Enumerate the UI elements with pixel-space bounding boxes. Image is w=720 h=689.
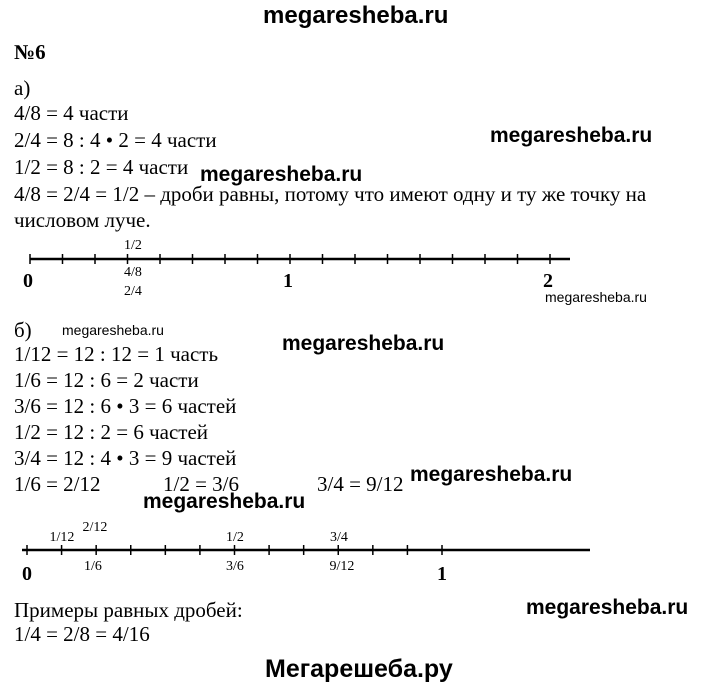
number-line-b-label-3-6: 3/6 — [226, 559, 244, 574]
number-line-b-label-1-6: 1/6 — [84, 559, 102, 574]
part-b-line: 3/6 = 12 : 6 • 3 = 6 частей — [14, 394, 237, 418]
part-a-line: 1/2 = 8 : 2 = 4 части — [14, 155, 189, 179]
part-a-label: а) — [14, 76, 31, 100]
part-b-line: 1/2 = 12 : 2 = 6 частей — [14, 420, 209, 444]
number-line-b-label-2-12: 2/12 — [82, 520, 108, 535]
site-watermark: megaresheba.ru — [282, 332, 445, 355]
part-b-line: 1/6 = 12 : 6 = 2 части — [14, 368, 199, 392]
examples-line: 1/4 = 2/8 = 4/16 — [14, 622, 150, 646]
task-number: №6 — [14, 40, 46, 64]
part-a-line: 4/8 = 4 части — [14, 101, 129, 125]
number-line-a-label-2-4: 2/4 — [124, 284, 142, 299]
site-watermark: megaresheba.ru — [526, 596, 689, 619]
site-watermark: megaresheba.ru — [410, 463, 573, 486]
number-line-a-zero: 0 — [23, 270, 33, 292]
footer-watermark: Мегарешеба.ру — [265, 655, 453, 683]
number-line-a-two: 2 — [543, 270, 553, 292]
number-line-b-label-1-2: 1/2 — [226, 530, 244, 545]
number-line-a-label-4-8: 4/8 — [124, 265, 142, 280]
examples-title: Примеры равных дробей: — [14, 598, 243, 622]
site-watermark: megaresheba.ru — [490, 124, 653, 147]
number-line-a-label-half: 1/2 — [124, 238, 142, 253]
part-a-line: 4/8 = 2/4 = 1/2 – дроби равны, потому что имеют одну и ту же точку на — [14, 182, 647, 206]
part-b-line: 1/12 = 12 : 12 = 1 часть — [14, 342, 219, 366]
number-line-b-label-9-12: 9/12 — [329, 559, 355, 574]
part-b-label: б) — [14, 318, 32, 342]
site-watermark: megaresheba.ru — [62, 322, 164, 338]
number-line-b-one: 1 — [437, 563, 447, 585]
part-b-equality: 1/2 = 3/6 — [163, 472, 240, 496]
number-line-b-label-1-12: 1/12 — [49, 530, 75, 545]
site-watermark: megaresheba.ru — [545, 289, 647, 305]
part-b-equality: 3/4 = 9/12 — [317, 472, 404, 496]
site-watermark-top: megaresheba.ru — [263, 2, 449, 29]
number-line-b-label-3-4: 3/4 — [330, 530, 348, 545]
part-a-line: числовом луче. — [14, 208, 151, 232]
site-watermark: megaresheba.ru — [143, 490, 306, 513]
part-b-equality: 1/6 = 2/12 — [14, 472, 101, 496]
number-line-a-one: 1 — [283, 270, 293, 292]
number-line-b-zero: 0 — [22, 563, 32, 585]
site-watermark: megaresheba.ru — [200, 163, 363, 186]
part-a-line: 2/4 = 8 : 4 • 2 = 4 части — [14, 128, 217, 152]
part-b-line: 3/4 = 12 : 4 • 3 = 9 частей — [14, 446, 237, 470]
